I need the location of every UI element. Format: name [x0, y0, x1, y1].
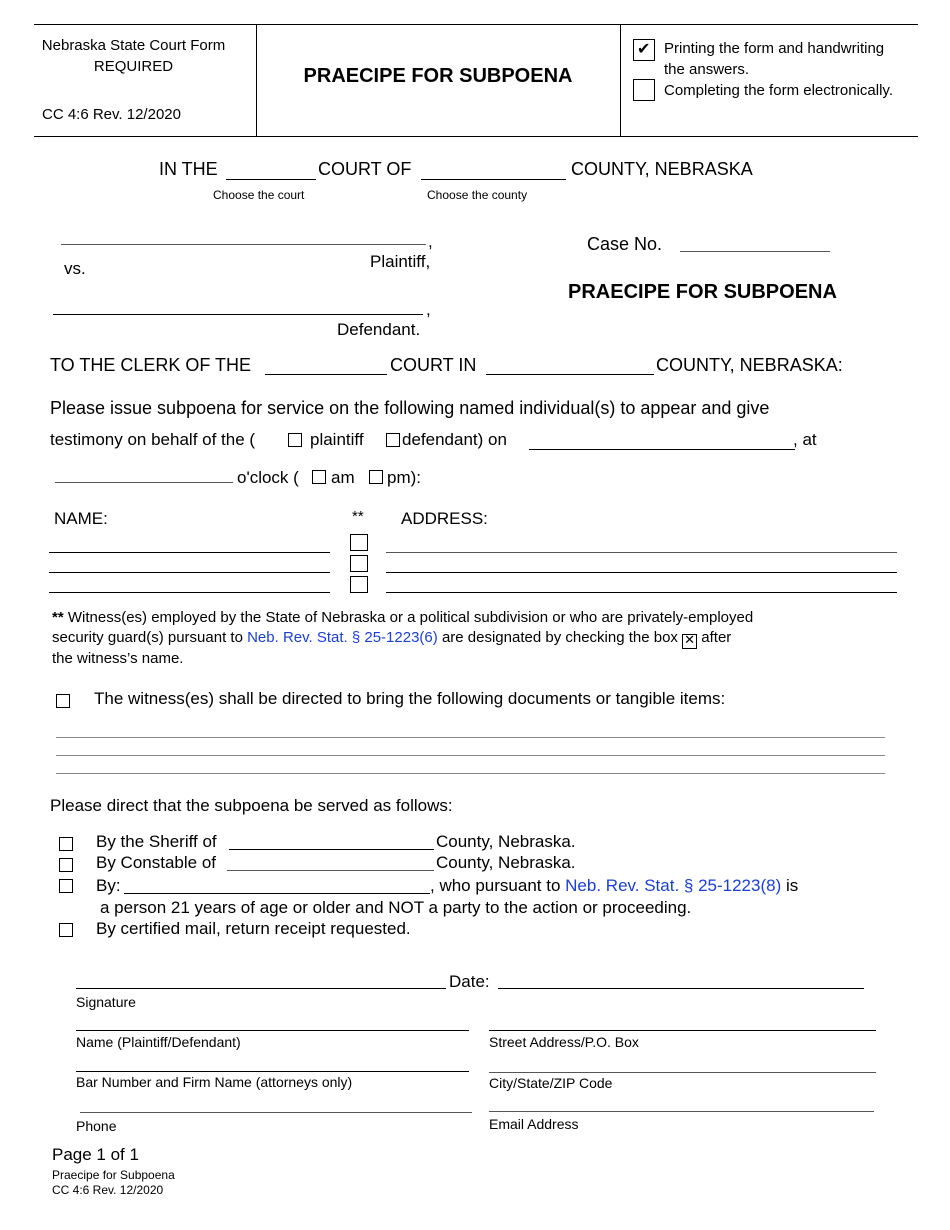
vs-label: vs. [64, 259, 86, 278]
date-field[interactable] [529, 449, 795, 450]
county-field[interactable] [421, 179, 566, 180]
witness-state-checkbox[interactable] [350, 576, 368, 593]
choose-court-hint: Choose the court [213, 188, 305, 202]
to-clerk-label: TO THE CLERK OF THE [50, 355, 252, 375]
electronic-option-checkbox[interactable] [633, 79, 655, 101]
items-line[interactable] [56, 755, 885, 756]
sheriff-county-field[interactable] [229, 849, 434, 850]
items-line[interactable] [56, 773, 885, 774]
phone-field[interactable] [80, 1112, 472, 1113]
street-label: Street Address/P.O. Box [489, 1034, 639, 1050]
please-issue-text: Please issue subpoena for service on the following named individual(s) to appear and give [50, 398, 770, 418]
witness-name-field[interactable] [49, 552, 330, 553]
witness-address-field[interactable] [386, 592, 897, 593]
service-line [430, 876, 798, 896]
footer-form-name: Praecipe for Subpoena [52, 1168, 175, 1182]
plaintiff-name-field[interactable] [61, 244, 426, 245]
stars-label: ** [352, 508, 364, 525]
certified-mail-text: By certified mail, return receipt requested. [96, 919, 411, 938]
footer-form-code: CC 4:6 Rev. 12/2020 [52, 1183, 164, 1197]
name-pd-label: Name (Plaintiff/Defendant) [76, 1034, 241, 1050]
form-type-line1: Nebraska State Court Form [41, 37, 226, 54]
city-field[interactable] [489, 1072, 876, 1073]
constable-county-field[interactable] [227, 870, 434, 871]
person-21-text: a person 21 years of age or older and NOT a party to the action or proceeding. [100, 898, 692, 917]
defendant-checkbox[interactable] [386, 433, 400, 447]
note-text-2: security guard(s) pursuant to [52, 629, 243, 646]
form-type-line2: REQUIRED [93, 58, 174, 75]
clerk-county-field[interactable] [486, 374, 654, 375]
signature-field[interactable] [76, 988, 446, 989]
defendant-comma: , [426, 300, 431, 319]
form-code: CC 4:6 Rev. 12/2020 [42, 106, 181, 123]
sheriff-checkbox[interactable] [59, 837, 73, 851]
by-label: By: [96, 876, 121, 895]
document-title: PRAECIPE FOR SUBPOENA [568, 281, 837, 303]
witness-state-checkbox[interactable] [350, 534, 368, 551]
court-of-label: COURT OF [318, 159, 412, 179]
bar-number-field[interactable] [76, 1071, 469, 1072]
header-title: PRAECIPE FOR SUBPOENA [303, 65, 573, 87]
bring-items-text: The witness(es) shall be directed to bring the following documents or tangible items: [94, 689, 726, 708]
items-line[interactable] [56, 737, 885, 738]
phone-label: Phone [76, 1118, 117, 1134]
check-icon: ✔ [637, 39, 651, 58]
statute-link-25-1223-8[interactable]: Neb. Rev. Stat. § 25-1223(8) [565, 876, 782, 895]
constable-checkbox[interactable] [59, 858, 73, 872]
case-no-label: Case No. [587, 234, 663, 254]
street-field[interactable] [489, 1030, 876, 1031]
plaintiff-checkbox[interactable] [288, 433, 302, 447]
clerk-county-nebraska: COUNTY, NEBRASKA: [656, 355, 843, 375]
at-label: , at [793, 430, 817, 449]
testimony-text: testimony on behalf of the ( [50, 430, 256, 449]
electronic-option-label: Completing the form electronically. [664, 82, 893, 99]
plaintiff-label: Plaintiff, [370, 252, 431, 271]
pm-label: pm): [387, 468, 421, 487]
court-in-label: COURT IN [390, 355, 477, 375]
note-text-4: after [701, 629, 732, 646]
email-field[interactable] [489, 1111, 874, 1112]
print-option-checkbox[interactable] [633, 39, 655, 61]
checked-box-icon: ✕ [682, 634, 697, 649]
oclock-label: o'clock ( [237, 468, 299, 487]
note-stars: ** [52, 609, 64, 626]
note-line-1 [52, 609, 753, 626]
county-nebraska-label: COUNTY, NEBRASKA [571, 159, 753, 179]
witness-address-field[interactable] [386, 552, 897, 553]
signature-label: Signature [76, 994, 136, 1010]
person-checkbox[interactable] [59, 879, 73, 893]
time-field[interactable] [55, 482, 233, 483]
choose-county-hint: Choose the county [427, 188, 528, 202]
witness-address-field[interactable] [386, 572, 897, 573]
email-label: Email Address [489, 1116, 579, 1132]
court-field[interactable] [226, 179, 316, 180]
defendant-option-label: defendant) on [402, 430, 507, 449]
bar-number-label: Bar Number and Firm Name (attorneys only) [76, 1074, 353, 1090]
plaintiff-comma: , [428, 232, 433, 251]
name-label: NAME: [54, 509, 108, 528]
note-text-3: are designated by checking the box [441, 629, 678, 646]
server-name-field[interactable] [124, 893, 430, 894]
constable-label: By Constable of [96, 853, 217, 872]
statute-link-25-1223-6[interactable]: Neb. Rev. Stat. § 25-1223(6) [247, 629, 438, 646]
note-text-1: Witness(es) employed by the State of Nebraska or a political subdivision or who are privately-employed [67, 609, 754, 626]
sheriff-county-label: County, Nebraska. [436, 832, 576, 851]
am-label: am [331, 468, 355, 487]
address-label: ADDRESS: [401, 509, 488, 528]
witness-name-field[interactable] [49, 592, 330, 593]
signature-date-field[interactable] [498, 988, 864, 989]
case-no-field[interactable] [680, 251, 830, 252]
page-number: Page 1 of 1 [52, 1145, 139, 1164]
plaintiff-option-label: plaintiff [310, 430, 364, 449]
bring-items-checkbox[interactable] [56, 694, 70, 708]
certified-mail-checkbox[interactable] [59, 923, 73, 937]
defendant-label: Defendant. [337, 320, 421, 339]
in-the-label: IN THE [159, 159, 218, 179]
sheriff-label: By the Sheriff of [96, 832, 217, 851]
defendant-name-field[interactable] [53, 314, 423, 315]
city-label: City/State/ZIP Code [489, 1075, 613, 1091]
witness-state-checkbox[interactable] [350, 555, 368, 572]
print-option-label-1: Printing the form and handwriting [664, 40, 885, 57]
note-text-5: the witness’s name. [52, 650, 184, 667]
direct-service-text: Please direct that the subpoena be served as follows: [50, 796, 453, 815]
is-text: is [785, 876, 799, 895]
note-line-2 [52, 629, 731, 649]
witness-name-field[interactable] [49, 572, 330, 573]
constable-county-label: County, Nebraska. [436, 853, 576, 872]
pm-checkbox[interactable] [369, 470, 383, 484]
print-option-label-2: the answers. [664, 61, 750, 78]
who-pursuant-text: , who pursuant to [430, 876, 561, 895]
clerk-court-field[interactable] [265, 374, 387, 375]
date-label: Date: [449, 972, 490, 991]
am-checkbox[interactable] [312, 470, 326, 484]
name-pd-field[interactable] [76, 1030, 469, 1031]
